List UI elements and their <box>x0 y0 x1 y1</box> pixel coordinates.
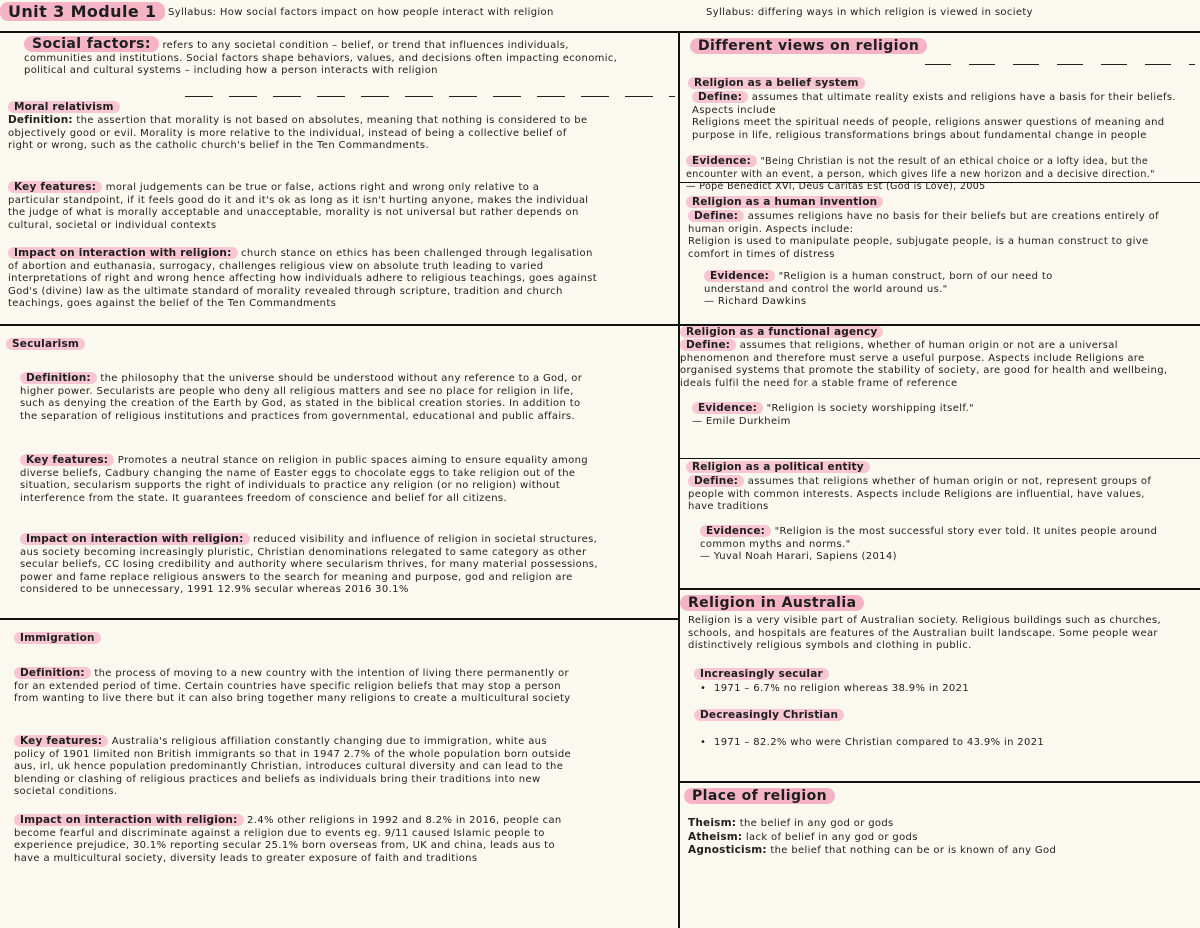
belief-system-body <box>692 91 1182 142</box>
syllabus-right: Syllabus: differing ways in which religion is viewed in society <box>706 7 1033 18</box>
fa-evidence-label: Evidence: <box>692 402 763 414</box>
agnosticism-label: Agnosticism: <box>688 844 767 857</box>
immigration-features <box>14 735 579 799</box>
fa-define-text: assumes that religions, whether of human origin or not are a universal phenomenon and therefore must serve a useful purpose. Aspects include Religions are organised systems that promote the stability of society, are good for health and wellbeing, ideals fulfil the need for a stable frame of reference <box>680 340 1168 389</box>
right-divider-political <box>680 458 1200 459</box>
pe-evidence-text: "Religion is the most successful story ever told. It unites people around common myths and norms." <box>700 526 1158 550</box>
hi-define-label: Define: <box>688 210 744 222</box>
secular-bullet: • 1971 – 6.7% no religion whereas 38.9% in 2021 <box>700 683 1134 696</box>
mr-impact-label: Impact on interaction with religion: <box>8 247 238 259</box>
pe-define-label: Define: <box>688 475 744 487</box>
theism-label: Theism: <box>688 817 737 829</box>
different-views-heading: Different views on religion <box>690 38 927 54</box>
immigration-impact <box>14 814 569 865</box>
political-entity-evidence <box>700 525 1170 564</box>
imm-definition-label: Definition: <box>14 667 91 679</box>
mr-impact-text: church stance on ethics has been challenged through legalisation of abortion and euthanasia, surrogacy, challenges religious view on absolute truth leading to varied interpretations of right and wrong hence affecting how individuals adhere to religious teachings, goes against God's (divine) law as the ultimate standard of morality revealed through scripture, tradition and church teachings, goes against the belief of the Ten Commandments <box>8 248 597 310</box>
christian-bullet: • 1971 – 82.2% who were Christian compared to 43.9% in 2021 <box>700 737 1154 750</box>
sec-impact-label: Impact on interaction with religion: <box>20 533 250 545</box>
moral-relativism-impact <box>8 247 598 311</box>
functional-agency-evidence <box>692 402 1092 428</box>
moral-relativism-heading: Moral relativism <box>8 101 120 113</box>
place-definitions <box>688 817 1168 858</box>
secularism-features <box>20 454 595 505</box>
atheism-text: lack of belief in any god or gods <box>745 831 918 843</box>
sec-features-label: Key features: <box>20 454 114 466</box>
place-heading: Place of religion <box>684 788 835 804</box>
sec-definition-label: Definition: <box>20 372 97 384</box>
political-entity-body <box>688 475 1168 514</box>
dash-divider-right <box>925 64 1195 65</box>
hi-evidence-source: — Richard Dawkins <box>704 296 807 308</box>
human-invention-heading: Religion as a human invention <box>686 196 883 208</box>
political-entity-heading: Religion as a political entity <box>686 461 870 473</box>
column-divider <box>678 31 680 928</box>
bs-define-label: Define: <box>692 91 748 103</box>
decreasingly-christian-heading: Decreasingly Christian <box>694 709 844 721</box>
header-divider <box>0 31 1200 33</box>
social-factors-block <box>24 38 636 78</box>
hi-define-text: assumes religions have no basis for their beliefs but are creations entirely of human origin. Aspects include: <box>688 211 1159 235</box>
secularism-impact <box>20 533 600 597</box>
belief-system-heading: Religion as a belief system <box>688 77 865 89</box>
bs-evidence-label: Evidence: <box>686 155 757 167</box>
left-divider-immigration <box>0 618 678 620</box>
hi-evidence-text: "Religion is a human construct, born of our need to understand and control the world around us." <box>704 271 1053 295</box>
imm-impact-text: 2.4% other religions in 1992 and 8.2% in 2016, people can become fearful and discriminate against a religion due to events eg. 9/11 caused Islamic people to experience prejudice, 30.1% reporting secular 25.1% born overseas from, UK and china, leads aus to have a multicultural society, diversity leads to greater exposure of faith and traditions <box>14 815 562 864</box>
social-factors-heading: Social factors: <box>24 36 159 52</box>
pe-define-text: assumes that religions whether of human origin or not, represent groups of people with common interests. Aspects include Religions are influential, have values, have traditions <box>688 476 1152 513</box>
australia-text: Religion is a very visible part of Australian society. Religious buildings such as churches, schools, and hospitals are features of the Australian built landscape. Some people wear distinctively religious symbols and clothing in public. <box>688 615 1161 652</box>
dash-divider-left <box>185 96 675 97</box>
atheism-label: Atheism: <box>688 830 743 843</box>
secularism-heading: Secularism <box>6 338 85 350</box>
imm-definition-text: the process of moving to a new country with the intention of living there permanently or for an extended period of time. Certain countries have specific religion beliefs that may stop a person from wanting to live there but it can also bring together many religions to create a multicultural society <box>14 668 571 705</box>
theism-text: the belief in any god or gods <box>739 818 894 829</box>
pe-evidence-source: — Yuval Noah Harari, Sapiens (2014) <box>700 551 897 563</box>
fa-define-label: Define: <box>680 339 736 351</box>
imm-features-label: Key features: <box>14 735 108 747</box>
imm-features-text: Australia's religious affiliation constantly changing due to immigration, white aus policy of 1901 limited non British immigrants so that in 1947 2.7% of the whole population born outside aus, irl, uk hence population predominantly Christian, introduces cultural diversity and can lead to the blending or clashing of religious practices and beliefs as individuals bring their traditions into new societal conditions. <box>14 736 572 798</box>
human-invention-body <box>688 210 1168 261</box>
functional-agency-body <box>680 339 1190 390</box>
moral-relativism-features <box>8 181 593 232</box>
hi-aspects: Religion is used to manipulate people, subjugate people, is a human construct to give comfort in times of distress <box>688 236 1149 260</box>
mr-definition-label: Definition: <box>8 114 73 126</box>
fa-evidence-text: "Religion is society worshipping itself." <box>766 403 974 414</box>
row-divider-1 <box>0 324 1200 326</box>
increasingly-secular-heading: Increasingly secular <box>694 668 829 680</box>
bs-evidence-source: — Pope Benedict XVI, Deus Caritas Est (God is Love), 2005 <box>686 181 986 193</box>
pe-evidence-label: Evidence: <box>700 525 771 537</box>
functional-agency-heading: Religion as a functional agency <box>680 326 883 338</box>
secularism-definition <box>20 372 590 423</box>
syllabus-left: Syllabus: How social factors impact on how people interact with religion <box>168 7 554 18</box>
australia-heading: Religion in Australia <box>680 595 864 611</box>
sec-definition-text: the philosophy that the universe should be understood without any reference to a God, or higher power. Secularists are people who deny all religious matters and see no place for religion in life, such as denying the creation of the Earth by God, as stated in the biblical creation stories. In addition to the separation of religious institutions and practices from governmental, educational and public affairs. <box>20 373 583 422</box>
bs-aspects: Religions meet the spiritual needs of people, religions answer questions of meaning and purpose in life, religious transformations brings about fundamental change in people <box>692 117 1165 141</box>
page-title: Unit 3 Module 1 <box>0 2 165 21</box>
sec-features-text: Promotes a neutral stance on religion in public spaces aiming to ensure equality among diverse beliefs, Cadbury changing the name of Easter eggs to chocolate eggs to take religion out of the situation, secularism supports the right of individuals to practice any religion (or no religion) without interference from the state. It guarantees freedom of conscience and belief for all citizens. <box>20 455 588 504</box>
mr-features-label: Key features: <box>8 181 102 193</box>
agnosticism-text: the belief that nothing can be or is known of any God <box>770 845 1057 857</box>
right-divider-australia <box>680 588 1200 590</box>
mr-definition-text: the assertion that morality is not based on absolutes, meaning that nothing is considered to be objectively good or evil. Morality is more relative to the individual, instead of being a collective belief of right or wrong, such as the catholic church's belief in the Ten Commandments. <box>8 115 588 152</box>
mr-features-text: moral judgements can be true or false, actions right and wrong only relative to a particular standpoint, if it feels good do it and it's ok as long as it isn't hurting anyone, makes the individual the judge of what is morally acceptable and unacceptable, morality is not universal but rather depends on cultural, societal or individual contexts <box>8 182 589 231</box>
moral-relativism-definition <box>8 114 592 153</box>
belief-system-evidence <box>686 155 1186 194</box>
bs-evidence-text: "Being Christian is not the result of an ethical choice or a lofty idea, but the encounter with an event, a person, which gives life a new horizon and a decisive direction." <box>686 156 1155 180</box>
human-invention-evidence <box>704 270 1104 309</box>
fa-evidence-source: — Emile Durkheim <box>692 415 791 427</box>
bs-define-text: assumes that ultimate reality exists and religions have a basis for their beliefs. Aspects include <box>692 92 1176 116</box>
hi-evidence-label: Evidence: <box>704 270 775 282</box>
social-factors-text: refers to any societal condition – belief, or trend that influences individuals, communities and institutions. Social factors shape behaviors, values, and decisions often impacting economic, political and cultural systems – including how a person interacts with religion <box>24 40 618 77</box>
immigration-definition <box>14 667 579 706</box>
immigration-heading: Immigration <box>14 632 101 644</box>
right-divider-place <box>680 781 1200 783</box>
imm-impact-label: Impact on interaction with religion: <box>14 814 244 826</box>
sec-impact-text: reduced visibility and influence of religion in societal structures, aus society becoming increasingly pluristic, Christian denominations relegated to same category as other secular beliefs, CC losing credibility and authority where secularism thrives, for many material possessions, power and fame replace religious answers to the search for meaning and purpose, god and religion are considered to be unnecessary, 1991 12.9% secular whereas 2016 30.1% <box>20 534 598 596</box>
